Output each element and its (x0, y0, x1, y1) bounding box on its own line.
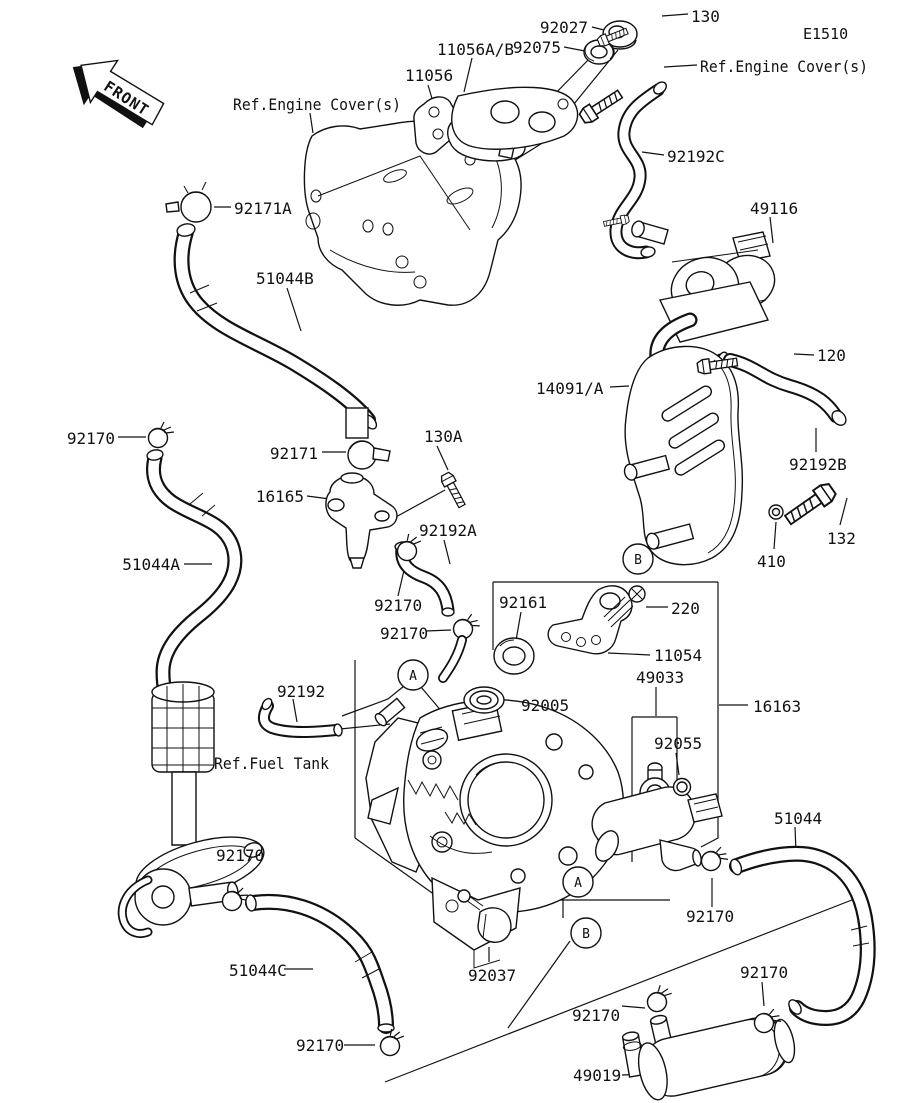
hose-51044 (729, 854, 869, 1018)
callout-51044b: 51044B (256, 269, 314, 288)
callout-130a: 130A (424, 427, 463, 446)
callout-49019: 49019 (573, 1066, 622, 1085)
callout-92037: 92037 (468, 966, 517, 985)
callout-11056: 11056 (405, 66, 454, 85)
callout-132: 132 (827, 529, 856, 548)
callout-92170: 92170 (216, 846, 265, 865)
callout-11056ab: 11056A/B (437, 40, 515, 59)
ref-engine-cover-left: Ref.Engine Cover(s) (233, 95, 401, 114)
callout-92170: 92170 (296, 1036, 345, 1055)
grommet-92161 (494, 638, 534, 674)
callout-92027: 92027 (539, 18, 588, 37)
bolt-engine-cover (578, 87, 625, 125)
washer-410 (769, 505, 783, 519)
callout-92171a: 92171A (234, 199, 292, 218)
bracket-11056-cluster (414, 87, 578, 161)
hose-clamp-92170 (645, 983, 675, 1013)
callout-11054: 11054 (654, 646, 703, 665)
callout-410: 410 (757, 552, 786, 571)
ref-engine-cover-top: Ref.Engine Cover(s) (700, 57, 868, 76)
callout-51044: 51044 (774, 809, 823, 828)
bracket-11054 (548, 586, 632, 654)
hose-51044a (146, 449, 235, 715)
callout-92005: 92005 (521, 696, 570, 715)
callout-92170: 92170 (740, 963, 789, 982)
hose-clamp-92170 (699, 843, 730, 874)
hose-92192 (260, 697, 343, 737)
callout-92170: 92170 (686, 907, 735, 926)
callout-14091a: 14091/A (536, 379, 604, 398)
callout-92170: 92170 (572, 1006, 621, 1025)
callout-92192c: 92192C (667, 147, 725, 166)
callout-92171: 92171 (269, 444, 318, 463)
callout-92170: 92170 (66, 429, 115, 448)
callout-220: 220 (671, 599, 700, 618)
callout-16165: 16165 (255, 487, 304, 506)
marker-b-label: B (634, 553, 642, 568)
callout-130: 130 (691, 7, 720, 26)
hose-clamp-92170 (149, 422, 175, 448)
callout-49116: 49116 (750, 199, 799, 218)
clamp-92171a (166, 182, 211, 222)
ref-fuel-tank: Ref.Fuel Tank (214, 754, 330, 773)
marker-a-top (398, 660, 428, 690)
callout-49033: 49033 (636, 668, 685, 687)
callout-51044c: 51044C (229, 961, 287, 980)
hose-92192b (730, 360, 849, 428)
fitting-16165 (326, 408, 397, 568)
marker-a-label: A (574, 876, 582, 891)
marker-a-label: A (409, 669, 417, 684)
heat-shield-14091 (623, 346, 743, 564)
callout-92075: 92075 (512, 38, 561, 57)
marker-b-bottom (571, 918, 601, 948)
figure-code: E1510 (803, 25, 849, 43)
callout-92192a: 92192A (419, 521, 477, 540)
marker-a-right (563, 867, 593, 897)
bolt-132 (782, 481, 837, 528)
callout-92055: 92055 (654, 734, 703, 753)
callout-51044a: 51044A (122, 555, 180, 574)
callout-92161: 92161 (499, 593, 548, 612)
front-direction-arrow (59, 42, 172, 142)
callout-92170: 92170 (380, 624, 429, 643)
callout-92170: 92170 (374, 596, 423, 615)
front-label: FRONT (100, 77, 153, 120)
hose-clamp-92170 (452, 612, 482, 642)
callout-92192b: 92192B (789, 455, 847, 474)
marker-b-label: B (582, 927, 590, 942)
marker-b-shield (623, 544, 653, 574)
callout-16163: 16163 (753, 697, 802, 716)
callout-92192: 92192 (277, 682, 326, 701)
callout-120: 120 (817, 346, 846, 365)
